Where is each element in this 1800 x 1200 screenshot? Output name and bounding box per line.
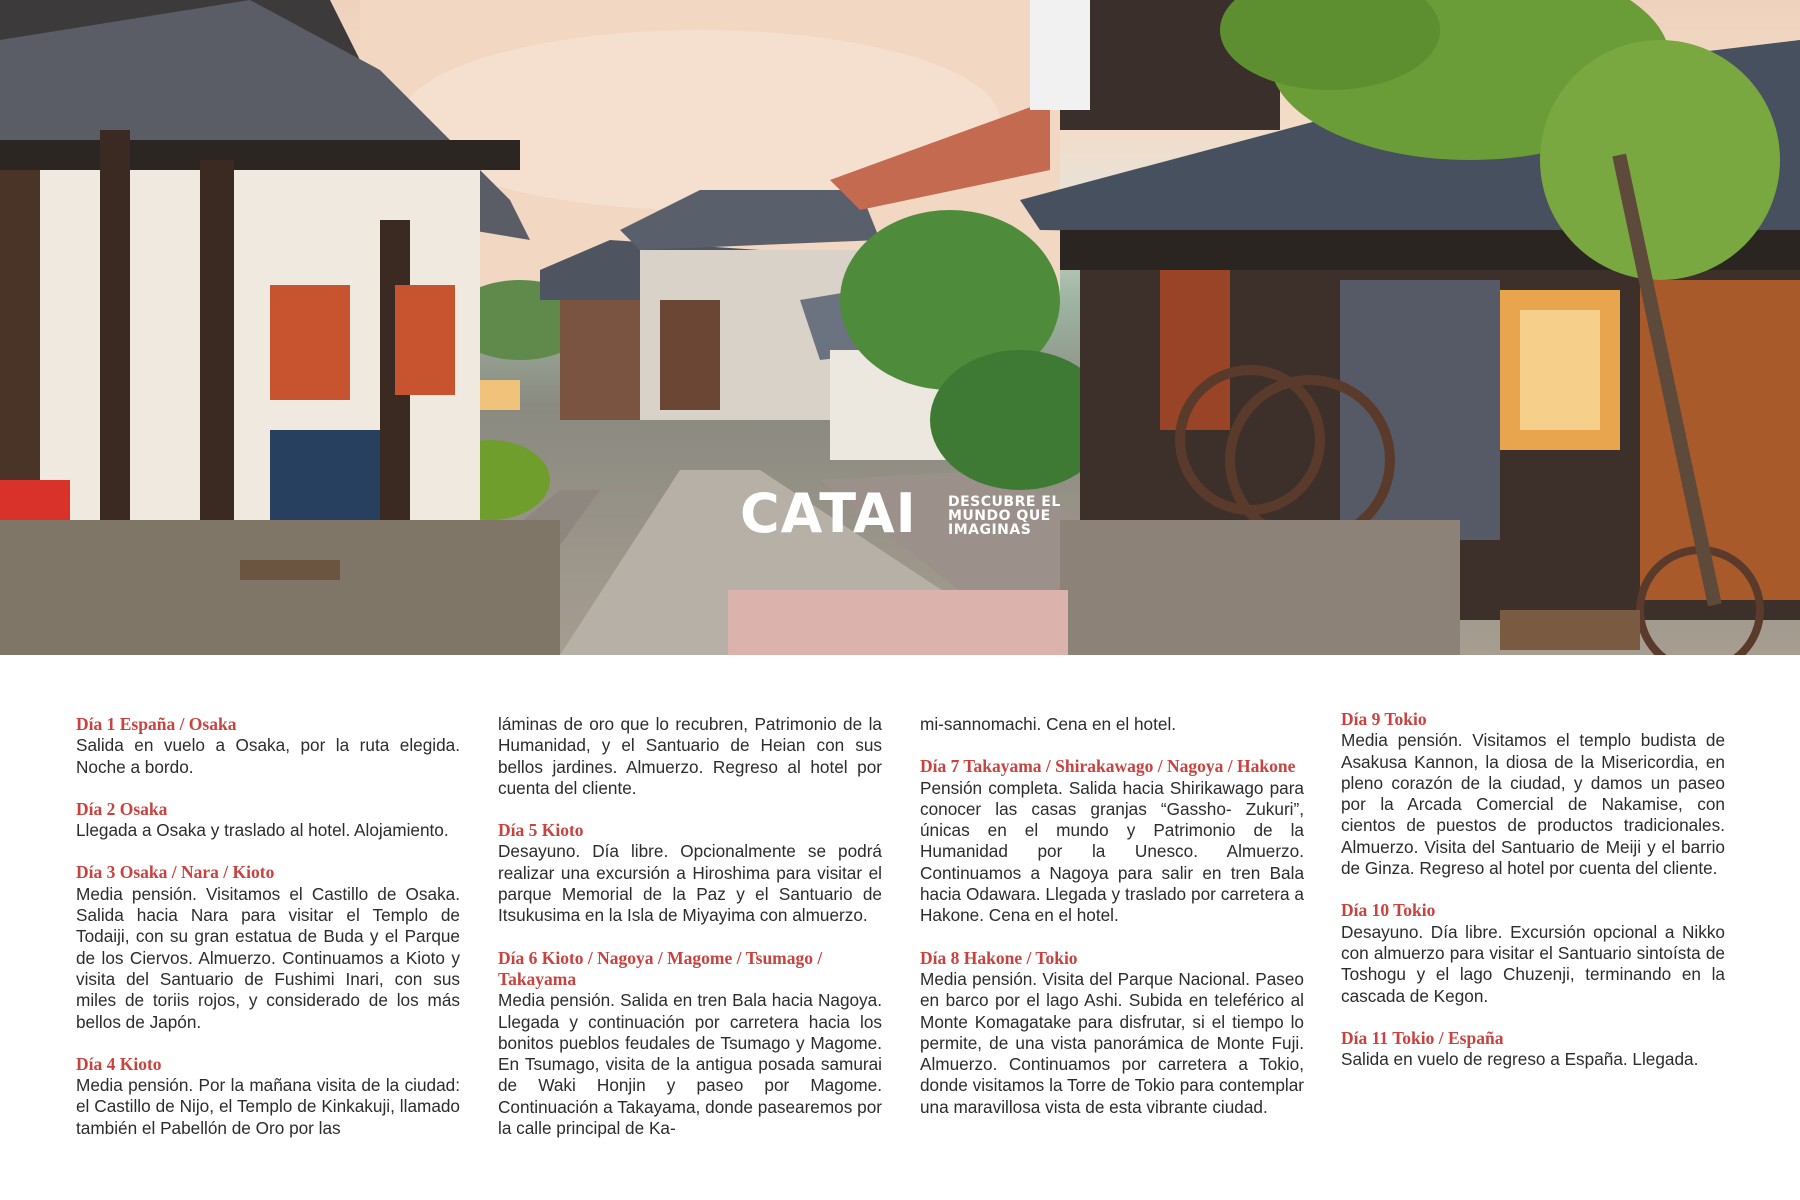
day-description-continued: mi-sannomachi. Cena en el hotel.: [920, 714, 1177, 734]
day-description: Desayuno. Día libre. Opcionalmente se podrá realizar una excursión a Hiroshima para visitar el parque Memorial de la Paz y el Santuario de Itsukusima en la Isla de Miyayima con almuerzo.: [498, 841, 882, 926]
day-title: Día 5 Kioto: [498, 820, 584, 841]
day-description: Pensión completa. Salida hacia Shirikawago para conocer las casas granjas “Gassho- Zukuri”, únicas en el mundo y Patrimonio de la Humanidad por la Unesco. Almuerzo. Continuamos a Nagoya para salir en tren Bala hacia Odawara. Llegada y traslado por carretera a Hakone. Cena en el hotel.: [920, 777, 1304, 926]
day-entry: [76, 799, 460, 842]
day-title: Día 7 Takayama / Shirakawago / Nagoya / Hakone: [920, 756, 1296, 777]
itinerary-column-2: [498, 714, 882, 1160]
day-title: Día 6 Kioto / Nagoya / Magome / Tsumago / Takayama: [498, 947, 823, 989]
brand-name: CATAI: [740, 482, 917, 545]
day-entry: [76, 1054, 460, 1139]
day-title: Día 2 Osaka: [76, 798, 168, 819]
day-title: Día 8 Hakone / Tokio: [920, 947, 1078, 968]
day-description: Salida en vuelo a Osaka, por la ruta elegida. Noche a bordo.: [76, 735, 460, 777]
day-description: Salida en vuelo de regreso a España. Llegada.: [1341, 1049, 1699, 1070]
day-entry: [1341, 900, 1725, 1006]
day-entry: [920, 948, 1304, 1118]
day-entry: [76, 714, 460, 778]
day-title: Día 10 Tokio: [1341, 900, 1436, 921]
day-description-continued: láminas de oro que lo recubren, Patrimonio de la Humanidad, y el Santuario de Heian con sus bellos jardines. Almuerzo. Regreso al hotel por cuenta del cliente.: [498, 714, 882, 798]
day-continuation: [498, 714, 882, 799]
decorative-tab: [728, 590, 1068, 655]
day-entry: [76, 862, 460, 1032]
day-title: Día 3 Osaka / Nara / Kioto: [76, 862, 275, 883]
day-entry: [498, 948, 882, 1140]
day-entry: [1341, 709, 1725, 879]
day-entry: [498, 820, 882, 926]
itinerary-column-3: [920, 714, 1304, 1139]
day-description: Media pensión. Visitamos el Castillo de Osaka. Salida hacia Nara para visitar el Templo de Todaiji, con su gran estatua de Buda y el Parque de los Ciervos. Almuerzo. Continuamos a Kioto y visita del Santuario de Fushimi Inari, con sus miles de toriis rojos, y considerado de los más bellos de Japón.: [76, 883, 460, 1032]
day-title: Día 9 Tokio: [1341, 709, 1427, 729]
day-description: Desayuno. Día libre. Excursión opcional a Nikko con almuerzo para visitar el Santuario sintoísta de Toshogu y el lago Chuzenji, terminando en la cascada de Kegon.: [1341, 921, 1725, 1006]
day-continuation: [920, 714, 1304, 735]
day-description: Media pensión. Visitamos el templo budista de Asakusa Kannon, la diosa de la Misericordia, en pleno corazón de la ciudad, y damos un paseo por la Arcada Comercial de Nakamise, con cientos de puestos de productos tradicionales. Almuerzo. Visita del Santuario de Meiji y el barrio de Ginza. Regreso al hotel por cuenta del cliente.: [1341, 730, 1725, 879]
day-entry: [920, 756, 1304, 926]
catai-logo: [740, 482, 1070, 545]
itinerary-column-4: [1341, 709, 1725, 1091]
day-description: Media pensión. Salida en tren Bala hacia Nagoya. Llegada y continuación por carretera hacia los bonitos pueblos feudales de Tsumago y Magome. En Tsumago, visita de la antigua posada samurai de Waki Honjin y paseo por Magome. Continuación a Takayama, donde pasearemos por la calle principal de Ka-: [498, 990, 882, 1139]
brand-tagline: DESCUBRE EL MUNDO QUE IMAGINAS: [948, 495, 1061, 537]
itinerary-column-1: [76, 714, 460, 1160]
day-description: Llegada a Osaka y traslado al hotel. Alojamiento.: [76, 820, 449, 841]
day-description: Media pensión. Visita del Parque Nacional. Paseo en barco por el lago Ashi. Subida en teleférico al Monte Komagatake para disfrutar, si el tiempo lo permite, de una vista panorámica de Monte Fuji. Almuerzo. Continuamos por carretera a Tokio, donde visitamos la Torre de Tokio para contemplar una maravillosa vista de esta vibrante ciudad.: [920, 968, 1304, 1117]
day-title: Día 4 Kioto: [76, 1053, 162, 1074]
day-description: Media pensión. Por la mañana visita de la ciudad: el Castillo de Nijo, el Templo de Kinkakuji, llamado también el Pabellón de Oro por las: [76, 1075, 460, 1138]
day-title: Día 1 España / Osaka: [76, 714, 237, 734]
day-entry: [1341, 1028, 1725, 1071]
day-title: Día 11 Tokio / España: [1341, 1027, 1504, 1048]
